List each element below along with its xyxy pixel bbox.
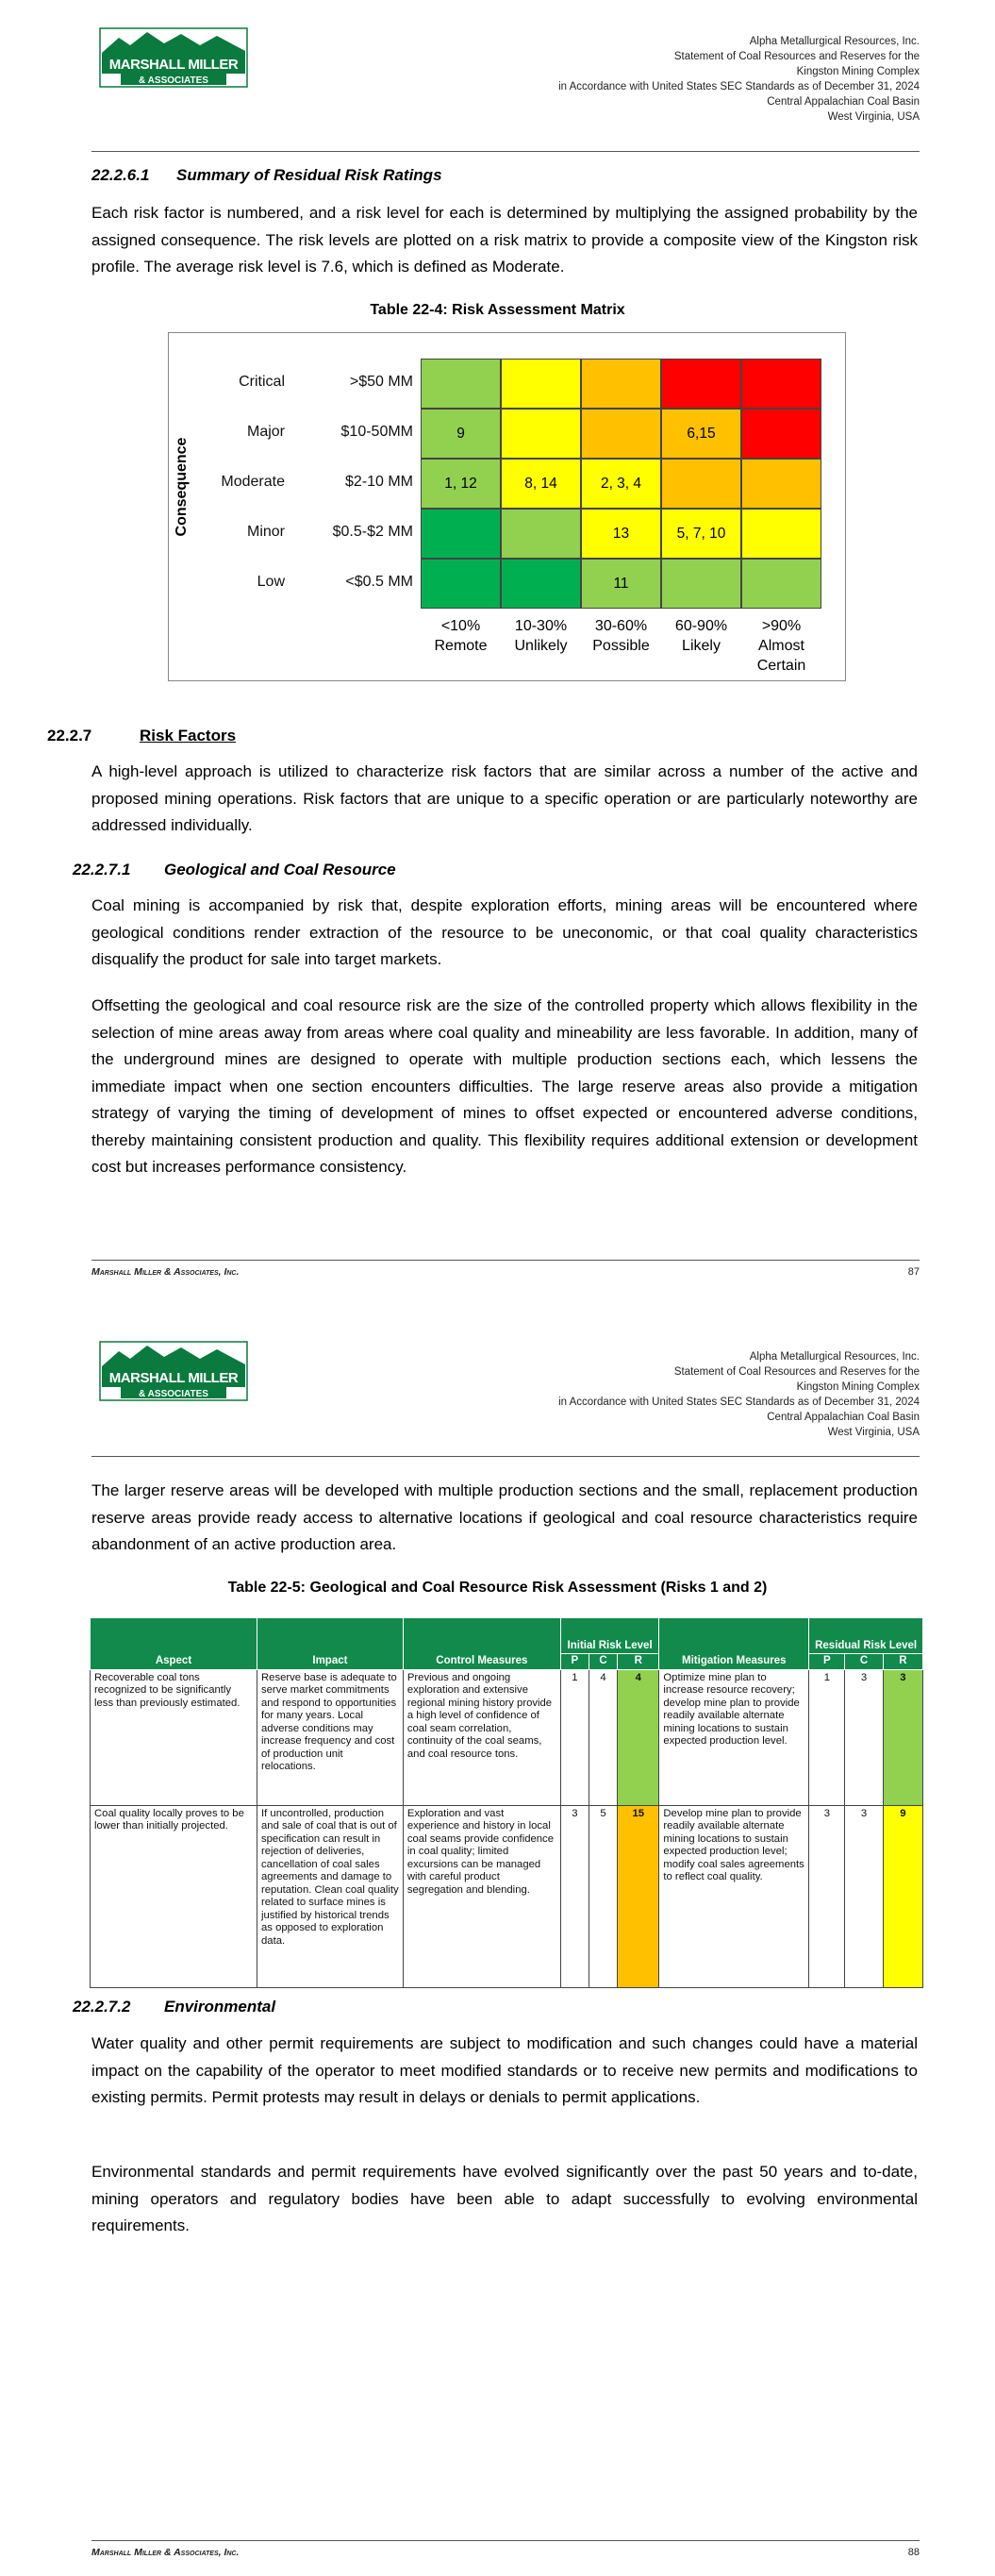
cell-residual-p: 1 <box>809 1669 845 1805</box>
paragraph: The larger reserve areas will be developed with multiple production sections and the small, replacement production reserve areas provide ready access to alternative locations if geological and coal resource characteristics require abandonment of an active production area. <box>91 1481 918 1553</box>
probability-range: 30-60% <box>594 618 648 634</box>
section-title: Environmental <box>164 1998 276 2016</box>
page-header <box>558 34 920 125</box>
header-line: Alpha Metallurgical Resources, Inc. <box>749 36 920 47</box>
matrix-cell <box>741 509 821 559</box>
probability-column-label <box>581 616 661 656</box>
section-number: 22.2.7.2 <box>73 1998 131 2016</box>
section-heading-22-2-6-1 <box>91 166 442 185</box>
matrix-cell <box>741 559 821 609</box>
probability-range: 60-90% <box>674 618 728 634</box>
footer-company: Marshall Miller & Associates, Inc. <box>91 1266 240 1278</box>
matrix-cell <box>501 559 581 609</box>
cell-initial-p: 1 <box>560 1669 589 1805</box>
svg-text:& ASSOCIATES: & ASSOCIATES <box>139 75 208 86</box>
consequence-level-value: $2-10 MM <box>344 474 413 490</box>
col-header-mitigation: Mitigation Measures <box>659 1618 809 1670</box>
matrix-cell: 9 <box>421 409 501 459</box>
matrix-cell: 11 <box>581 559 661 609</box>
svg-text:MARSHALL MILLER: MARSHALL MILLER <box>108 1370 239 1386</box>
page-header <box>558 1349 920 1440</box>
cell-residual-c: 3 <box>845 1805 883 1987</box>
consequence-level-value: <$0.5 MM <box>345 574 413 590</box>
header-line: Alpha Metallurgical Resources, Inc. <box>749 1351 920 1363</box>
header-line: West Virginia, USA <box>827 111 920 123</box>
consequence-level-name: Critical <box>239 374 285 390</box>
svg-text:& ASSOCIATES: & ASSOCIATES <box>139 1389 208 1399</box>
matrix-cell <box>661 359 741 409</box>
matrix-cell <box>421 509 501 559</box>
matrix-cell: 2, 3, 4 <box>581 459 661 509</box>
section-heading-22-2-7 <box>47 727 236 745</box>
col-header-residual-risk: Residual Risk Level <box>809 1618 923 1654</box>
cell-initial-r: 4 <box>618 1669 659 1805</box>
matrix-cell <box>421 559 501 609</box>
col-header-aspect: Aspect <box>91 1618 257 1670</box>
svg-text:MARSHALL MILLER: MARSHALL MILLER <box>108 57 239 73</box>
col-header-p: P <box>560 1654 589 1670</box>
table-row <box>91 1669 923 1805</box>
matrix-cell <box>581 409 661 459</box>
matrix-cell <box>501 359 581 409</box>
paragraph: Environmental standards and permit requirements have evolved significantly over the past 50 years and to-date, mining operators and regulatory bodies have been able to adapt successfully to evolving environmental requirements. <box>91 2163 918 2234</box>
probability-label: Remote <box>434 638 488 654</box>
matrix-cell <box>661 559 741 609</box>
consequence-level-name: Low <box>257 574 285 590</box>
header-line: Statement of Coal Resources and Reserves for the <box>673 1366 920 1378</box>
consequence-level-value: >$50 MM <box>349 374 413 390</box>
company-logo <box>98 25 249 91</box>
header-line: Kingston Mining Complex <box>796 66 920 77</box>
risk-assessment-table <box>90 1617 923 1988</box>
matrix-cell: 1, 12 <box>421 459 501 509</box>
probability-label: Unlikely <box>514 638 568 654</box>
paragraph: Coal mining is accompanied by risk that, despite exploration efforts, mining areas will be encountered where geological conditions render extraction of the resource to be uneconomic, or that coal quality characteristics disqualify the product for sale into target markets. <box>91 896 918 968</box>
probability-column-label <box>501 616 581 656</box>
header-line: in Accordance with United States SEC Standards as of December 31, 2024 <box>558 1397 920 1408</box>
header-line: Central Appalachian Coal Basin <box>767 96 920 108</box>
consequence-level-value: $10-50MM <box>340 424 413 440</box>
header-rule <box>91 1456 920 1457</box>
matrix-cell <box>421 359 501 409</box>
col-header-r: R <box>618 1654 659 1670</box>
table-caption: Table 22-5: Geological and Coal Resource Risk Assessment (Risks 1 and 2) <box>227 1580 768 1596</box>
paragraph: Water quality and other permit requirements are subject to modification and such changes could have a material impact on the capability of the operator to meet modified standards or to receive new permits and modifications to existing permits. Permit protests may result in delays or denials to permit applications. <box>91 2034 918 2106</box>
cell-initial-c: 5 <box>589 1805 617 1987</box>
consequence-level-value: $0.5-$2 MM <box>332 524 413 540</box>
cell-initial-p: 3 <box>560 1805 589 1987</box>
cell-aspect: Recoverable coal tons recognized to be significantly less than previously estimated. <box>91 1669 257 1805</box>
cell-residual-r: 9 <box>883 1805 922 1987</box>
matrix-cell <box>661 459 741 509</box>
paragraph: Offsetting the geological and coal resource risk are the size of the controlled property which allows flexibility in the selection of mine areas away from areas where coal quality and mineability are less favorable. In addition, many of the underground mines are designed to operate with multiple production sections each, which lessens the immediate impact when one section encounters difficulties. The large reserve areas also provide a mitigation strategy of varying the timing of development of mines to offset expected or encountered adverse conditions, thereby maintaining consistent production and quality. This flexibility requires additional extension or development cost but increases performance consistency. <box>91 996 918 1176</box>
cell-initial-c: 4 <box>589 1669 617 1805</box>
header-rule <box>91 151 920 152</box>
col-header-p: P <box>809 1654 845 1670</box>
matrix-cell <box>741 459 821 509</box>
probability-range: >90% <box>761 618 802 634</box>
consequence-level-name: Major <box>246 424 285 440</box>
footer-rule <box>91 1260 920 1261</box>
matrix-cell: 8, 14 <box>501 459 581 509</box>
probability-range: <10% <box>440 618 481 634</box>
section-heading-22-2-7-1 <box>73 861 396 879</box>
matrix-cell: 13 <box>581 509 661 559</box>
table-row <box>91 1805 923 1987</box>
cell-residual-r: 3 <box>883 1669 922 1805</box>
cell-mitigation: Optimize mine plan to increase resource recovery; develop mine plan to provide readily available alternate mining locations to sustain expected production level. <box>659 1669 809 1805</box>
col-header-c: C <box>589 1654 617 1670</box>
footer-rule <box>91 2540 920 2541</box>
cell-impact: Reserve base is adequate to serve market commitments and respond to opportunities for many years. Local adverse conditions may increase frequency and cost of production unit relocations. <box>257 1669 404 1805</box>
cell-initial-r: 15 <box>618 1805 659 1987</box>
probability-label: Almost <box>758 638 804 654</box>
probability-label2: Certain <box>756 658 806 674</box>
probability-column-label <box>421 616 501 656</box>
cell-mitigation: Develop mine plan to provide readily available alternate mining locations to sustain expected production level; modify coal sales agreements to reflect coal quality. <box>659 1805 809 1987</box>
table-caption: Table 22-4: Risk Assessment Matrix <box>370 302 625 318</box>
matrix-cell: 6,15 <box>661 409 741 459</box>
col-header-initial-risk: Initial Risk Level <box>560 1618 659 1654</box>
section-title: Geological and Coal Resource <box>164 861 396 878</box>
page-number: 87 <box>907 1266 920 1278</box>
section-heading-22-2-7-2 <box>73 1998 275 2016</box>
section-number: 22.2.7.1 <box>73 861 131 878</box>
section-title: Summary of Residual Risk Ratings <box>176 166 442 184</box>
cell-aspect: Coal quality locally proves to be lower than initially projected. <box>91 1805 257 1987</box>
probability-label: Possible <box>592 638 650 654</box>
header-line: West Virginia, USA <box>827 1427 920 1438</box>
cell-impact: If uncontrolled, production and sale of coal that is out of specification can result in rejection of deliveries, cancellation of coal sales agreements and damage to reputation. Clean coal quality related to surface mines is justified by historical trends as opposed to exploration data. <box>257 1805 404 1987</box>
section-number: 22.2.7 <box>47 727 92 744</box>
paragraph: A high-level approach is utilized to characterize risk factors that are similar across a number of the active and proposed mining operations. Risk factors that are unique to a specific operation or are particularly noteworthy are addressed individually. <box>91 762 918 834</box>
header-line: Kingston Mining Complex <box>796 1381 920 1393</box>
consequence-level-name: Minor <box>246 524 285 540</box>
page-87: MARSHALL MILLER & ASSOCIATES Alpha Metallurgical Resources, Inc. Statement of Coal Resources and Reserves for the Kingston Mining Complex in Accordance with United States SEC Standards as of December 31, 2024 Central Appalachian Coal Basin West Virginia, USA 22.2.6.1 Summary of Residual Risk Ratings Each risk factor is numbered, and a risk level for each is determined by multiplying the assigned probability by the assigned consequence. The risk levels are plotted on a risk matrix to provide a composite view of the Kingston risk profile. The average risk level is 7.6, which is defined as Moderate. Table 22-4: Risk Assessment Matrix Consequence Critical >$50 MM Major $10-50MM 9 6,15 Moderate $2-10 MM 1, 12 8, 14 2, 3, 4 Minor $0.5-$2 MM 13 5, 7, 10 Low <$0.5 MM 11 <10% Remote 10-30% Unlikely 30-60% Possible 60-90% Likely >90% Almost Certain 22.2.7 Risk Factors A high-level approach is utilized to characterize risk factors that are similar across a number of the active and proposed mining operations. Risk factors that are unique to a specific operation or are particularly noteworthy are addressed individually. 22.2.7.1 Geological and Coal Resource Coal mining is accompanied by risk that, despite exploration efforts, mining areas will be encountered where geological conditions render extraction of the resource to be uneconomic, or that coal quality characteristics disqualify the product for sale into target markets. Offsetting the geological and coal resource risk are the size of the controlled property which allows flexibility in the selection of mine areas away from areas where coal quality and mineability are less favorable. In addition, many of the underground mines are designed to operate with multiple production sections each, which lessens the immediate impact when one section encounters difficulties. The large reserve areas also provide a mitigation strategy of varying the timing of development of mines to offset expected or encountered adverse conditions, thereby maintaining consistent production and quality. This flexibility requires additional extension or development cost but increases performance consistency. Marshall Miller & Associates, Inc. 87 <box>0 0 995 1293</box>
matrix-cell <box>501 409 581 459</box>
probability-label: Likely <box>682 638 721 654</box>
probability-range: 10-30% <box>514 618 568 634</box>
probability-column-label <box>661 616 741 656</box>
matrix-cell <box>741 359 821 409</box>
header-line: Statement of Coal Resources and Reserves for the <box>673 51 920 62</box>
company-logo <box>98 1338 249 1404</box>
header-line: Central Appalachian Coal Basin <box>767 1412 920 1423</box>
page-number: 88 <box>907 2547 920 2558</box>
col-header-control: Control Measures <box>403 1618 560 1670</box>
cell-control: Previous and ongoing exploration and extensive regional mining history provide a high level of confidence of coal seam correlation, continuity of the coal seams, and coal resource tons. <box>403 1669 560 1805</box>
col-header-impact: Impact <box>257 1618 404 1670</box>
footer-company: Marshall Miller & Associates, Inc. <box>91 2547 240 2558</box>
matrix-cell: 5, 7, 10 <box>661 509 741 559</box>
paragraph: Each risk factor is numbered, and a risk level for each is determined by multiplying the assigned probability by the assigned consequence. The risk levels are plotted on a risk matrix to provide a composite view of the Kingston risk profile. The average risk level is 7.6, which is defined as Moderate. <box>91 204 918 276</box>
header-line: in Accordance with United States SEC Standards as of December 31, 2024 <box>558 81 920 92</box>
cell-residual-p: 3 <box>809 1805 845 1987</box>
cell-control: Exploration and vast experience and history in local coal seams provide confidence in coal quality; limited excursions can be managed with careful product segregation and blending. <box>403 1805 560 1987</box>
matrix-cell <box>581 359 661 409</box>
col-header-c: C <box>845 1654 883 1670</box>
matrix-cell <box>741 409 821 459</box>
matrix-cell <box>501 509 581 559</box>
col-header-r: R <box>883 1654 922 1670</box>
cell-residual-c: 3 <box>845 1669 883 1805</box>
probability-column-label <box>741 616 821 676</box>
consequence-level-name: Moderate <box>221 474 285 490</box>
section-number: 22.2.6.1 <box>91 166 150 184</box>
section-title: Risk Factors <box>140 727 237 744</box>
